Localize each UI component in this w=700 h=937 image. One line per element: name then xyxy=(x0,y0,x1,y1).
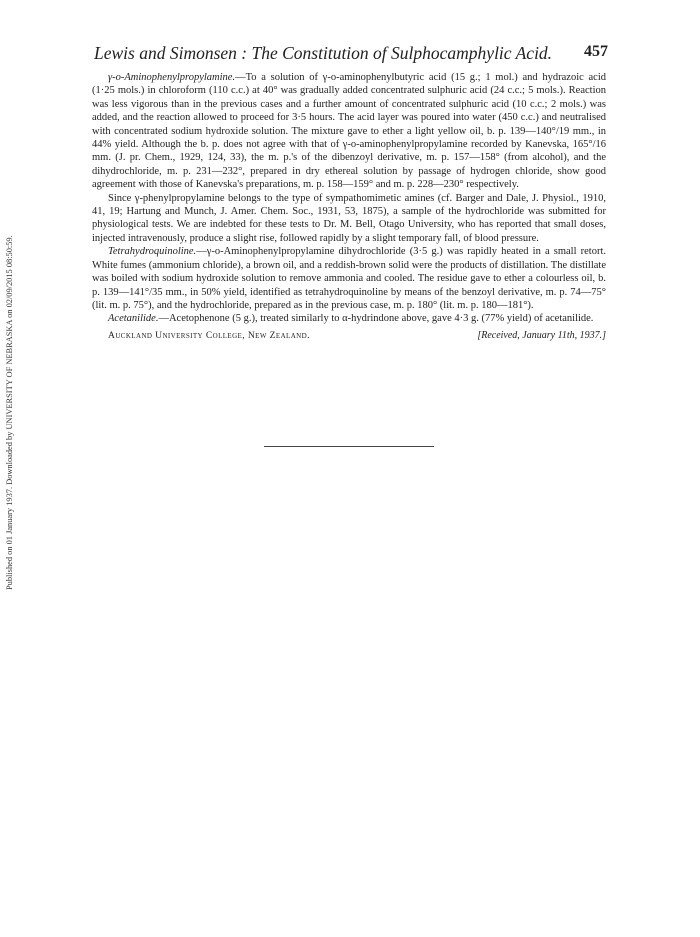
section-heading: Acetanilide. xyxy=(108,313,159,325)
paragraph-text: —To a solution of γ-o-aminophenylbutyric acid (15 g.; 1 mol.) and hydrazoic acid (1·25 mols.) in chloroform (110 c.c.) at 40° was gradually added concentrated sulphuric acid (24 c.c.; 5 mols.). Reaction was less vigorous than in the previous cases and a further amount of concentrated sulphuric acid (10 c.c.; 2 mols.) was added, and the reaction allowed to proceed for 3·5 hours. The acid layer was poured into water (450 c.c.) and neutralised with concentrated sodium hydroxide solution. The mixture gave to ether a light yellow oil, b. p. 139—140°/19 mm., in 44% yield. Although the b. p. does not agree with that of γ-o-aminophenylpropylamine recorded by Kanevska, 165°/16 mm. (J. pr. Chem., 1929, 124, 33), the m. p.'s of the dibenzoyl derivative, m. p. 157—158° (from alcohol), and the dihydrochloride, m. p. 231—232°, prepared in dry ethereal solution by passage of hydrogen chloride, show good agreement with those of Kanevska's preparations, m. p. 158—159° and m. p. 228—230° respectively. xyxy=(92,72,606,191)
article-body xyxy=(92,71,606,342)
paragraph-physiological-tests xyxy=(92,192,606,246)
paragraph-text: —Acetophenone (5 g.), treated similarly to α-hydrindone above, gave 4·3 g. (77% yield) of acetanilide. xyxy=(158,313,594,325)
page-number: 457 xyxy=(584,43,608,60)
end-rule xyxy=(264,446,434,447)
running-title: Lewis and Simonsen : The Constitution of Sulphocamphylic Acid. xyxy=(94,43,553,63)
page-header xyxy=(92,43,608,67)
affiliation: Auckland University College, New Zealand. xyxy=(108,329,310,341)
paragraph-text: Since γ-phenylpropylamine belongs to the type of sympathomimetic amines (cf. Barger and Dale, J. Physiol., 1910, 41, 19; Hartung and Munch, J. Amer. Chem. Soc., 1931, 53, 1875), a sample of the hydrochloride was submitted for physiological tests. We are indebted for these tests to Dr. M. Bell, Otago University, who has reported that small doses, injected intravenously, produce a slight rise, followed rapidly by a slight temporary fall, of blood pressure. xyxy=(92,192,606,244)
download-watermark: Published on 01 January 1937. Downloaded by UNIVERSITY OF NEBRASKA on 02/09/2015 08:50:59. xyxy=(5,235,14,590)
section-heading: γ-o-Aminophenylpropylamine. xyxy=(108,72,236,83)
article-footer xyxy=(92,329,606,342)
paragraph-aminophenylpropylamine xyxy=(92,71,606,192)
received-date: [Received, January 11th, 1937.] xyxy=(477,329,606,341)
paragraph-text: —γ-o-Aminophenylpropylamine dihydrochloride (3·5 g.) was rapidly heated in a small retort. White fumes (ammonium chloride), a brown oil, and a reddish-brown solid were the products of distillation. The distillate was boiled with sodium hydroxide solution to remove ammonia and cooled. The residue gave to ether a colourless oil, b. p. 139—141°/35 mm., in 50% yield, identified as tetrahydroquinoline by means of the benzoyl derivative, m. p. 74—75° (lit. m. p. 75°), and the hydrochloride, prepared as in the previous case, m. p. 180° (lit. m. p. 180—181°). xyxy=(92,246,606,311)
paragraph-acetanilide xyxy=(92,312,606,325)
section-heading: Tetrahydroquinoline. xyxy=(108,246,197,258)
paragraph-tetrahydroquinoline xyxy=(92,245,606,312)
